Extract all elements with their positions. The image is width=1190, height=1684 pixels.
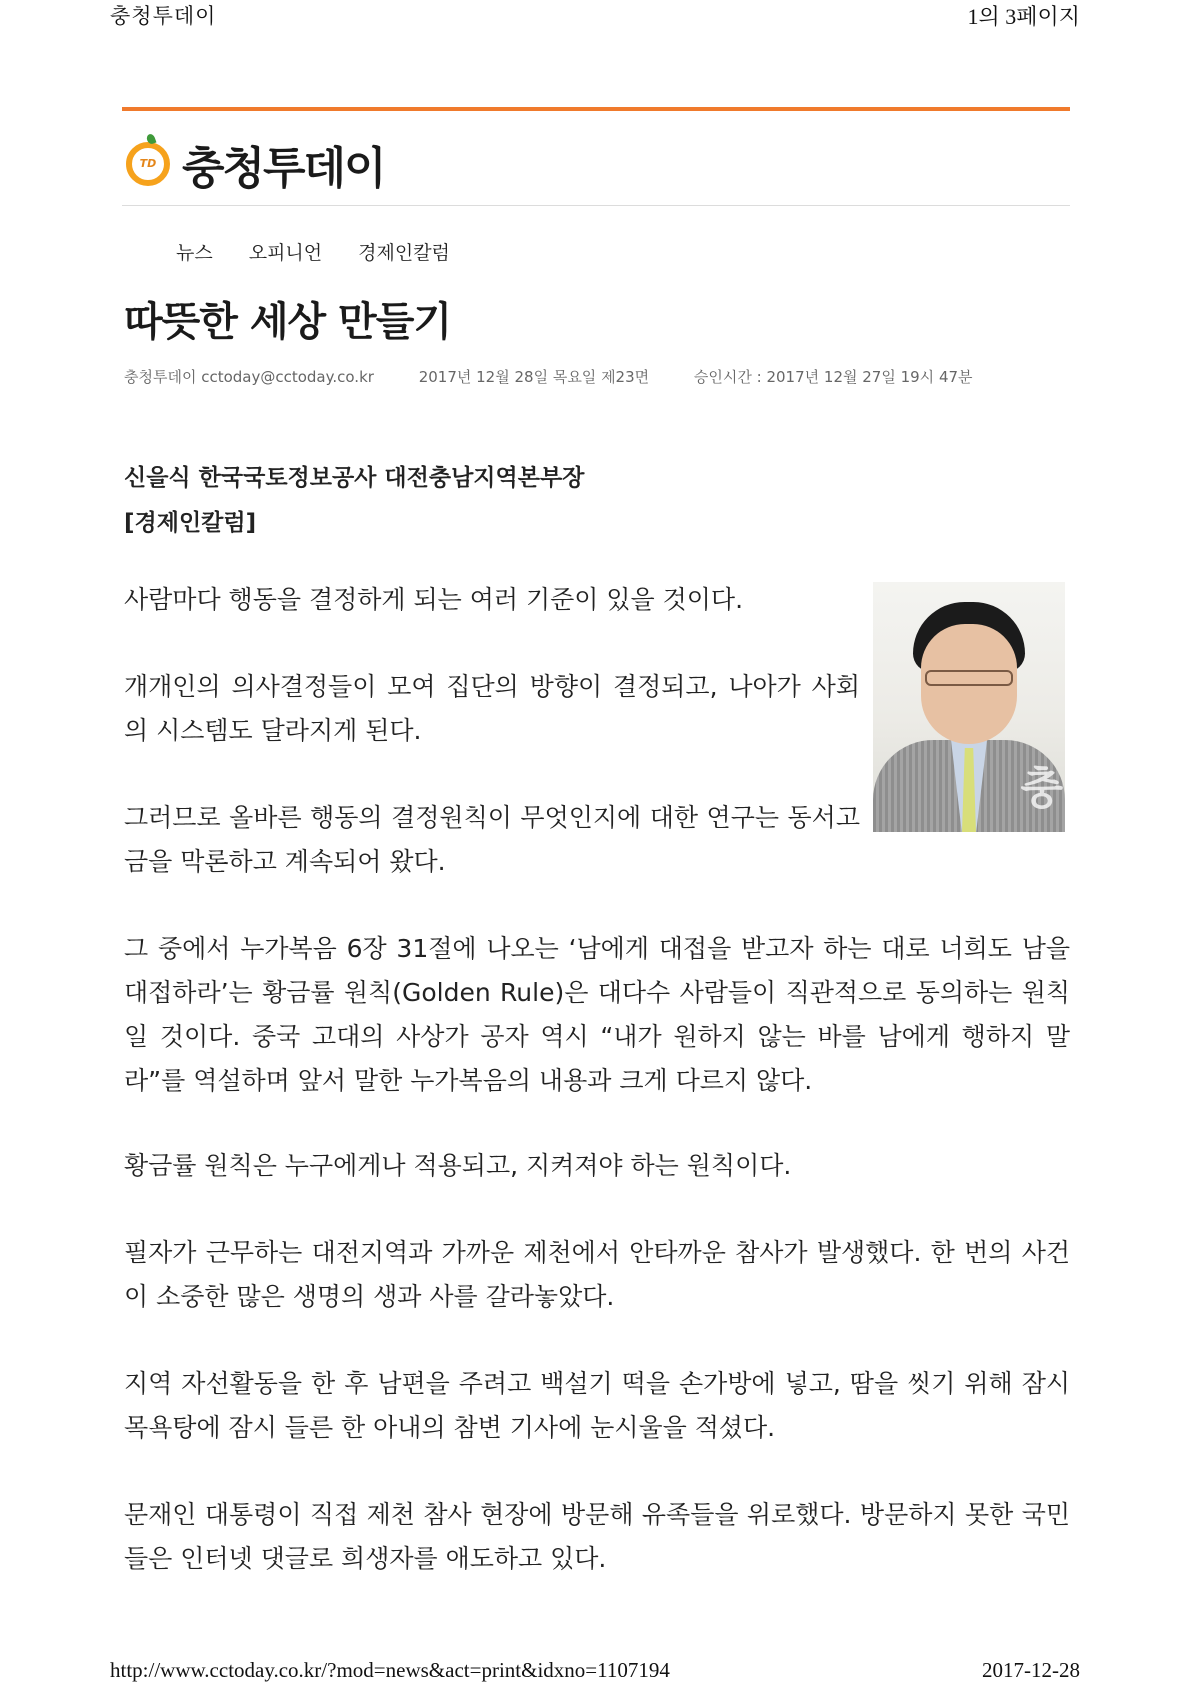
top-accent-rule [122, 107, 1070, 111]
print-footer-date: 2017-12-28 [982, 1658, 1080, 1682]
site-logo[interactable] [126, 132, 385, 196]
author-photo [873, 582, 1065, 832]
breadcrumb-item-column[interactable]: 경제인칼럼 [358, 242, 450, 264]
print-header-site: 충청투데이 [110, 4, 217, 28]
photo-watermark: 충 [1020, 763, 1063, 814]
column-tag: [경제인칼럼] [124, 510, 257, 536]
article-paragraph: 문재인 대통령이 직접 제천 참사 현장에 방문해 유족들을 위로했다. 방문하지 못한 국민들은 인터넷 댓글로 희생자를 애도하고 있다. [124, 1500, 1070, 1573]
logo-divider [122, 205, 1070, 206]
print-footer-url[interactable]: http://www.cctoday.co.kr/?mod=news&act=print&idxno=1107194 [110, 1658, 670, 1682]
print-header [110, 0, 1080, 31]
article-title: 따뜻한 세상 만들기 [124, 299, 451, 345]
article-paragraph: 사람마다 행동을 결정하게 되는 여러 기준이 있을 것이다. [124, 585, 744, 614]
print-footer [110, 1658, 1080, 1683]
article-paragraph: 그러므로 올바른 행동의 결정원칙이 무엇인지에 대한 연구는 동서고금을 막론하고 계속되어 왔다. [124, 803, 860, 876]
logo-mark-text: TD [139, 157, 157, 170]
logo-mark-icon [126, 142, 170, 186]
article-byline: 충청투데이 cctoday@cctoday.co.kr [124, 368, 374, 386]
author-block [124, 456, 584, 546]
article-paragraph: 개개인의 의사결정들이 모여 집단의 방향이 결정되고, 나아가 사회의 시스템도 달라지게 된다. [124, 672, 860, 745]
article-published: 2017년 12월 28일 목요일 제23면 [418, 368, 650, 386]
breadcrumb [176, 238, 486, 265]
breadcrumb-item-news[interactable]: 뉴스 [176, 242, 213, 264]
article-paragraph: 필자가 근무하는 대전지역과 가까운 제천에서 안타까운 참사가 발생했다. 한 번의 사건이 소중한 많은 생명의 생과 사를 갈라놓았다. [124, 1238, 1070, 1311]
author-line: 신을식 한국국토정보공사 대전충남지역본부장 [124, 465, 585, 491]
breadcrumb-item-opinion[interactable]: 오피니언 [248, 242, 323, 264]
print-header-page: 1의 3페이지 [967, 4, 1080, 29]
article-paragraph: 그 중에서 누가복음 6장 31절에 나오는 ‘남에게 대접을 받고자 하는 대로 너희도 남을 대접하라’는 황금률 원칙(Golden Rule)은 대다수 사람들이 직관적으로 동의하는 원칙일 것이다. 중국 고대의 사상가 공자 역시 “내가 원하지 않는 바를 남에게 행하지 말라”를 역설하며 앞서 말한 누가복음의 내용과 크게 다르지 않다. [124, 934, 1070, 1095]
article-paragraph: 황금률 원칙은 누구에게나 적용되고, 지켜져야 하는 원칙이다. [124, 1151, 792, 1180]
photo-glasses [925, 670, 1013, 686]
article-paragraph: 지역 자선활동을 한 후 남편을 주려고 백설기 떡을 손가방에 넣고, 땀을 씻기 위해 잠시 목욕탕에 잠시 들른 한 아내의 참변 기사에 눈시울을 적셨다. [124, 1369, 1070, 1442]
article-approved: 승인시간 : 2017년 12월 27일 19시 47분 [693, 368, 973, 386]
article-meta [124, 366, 1013, 387]
logo-text: 충청투데이 [182, 143, 385, 194]
